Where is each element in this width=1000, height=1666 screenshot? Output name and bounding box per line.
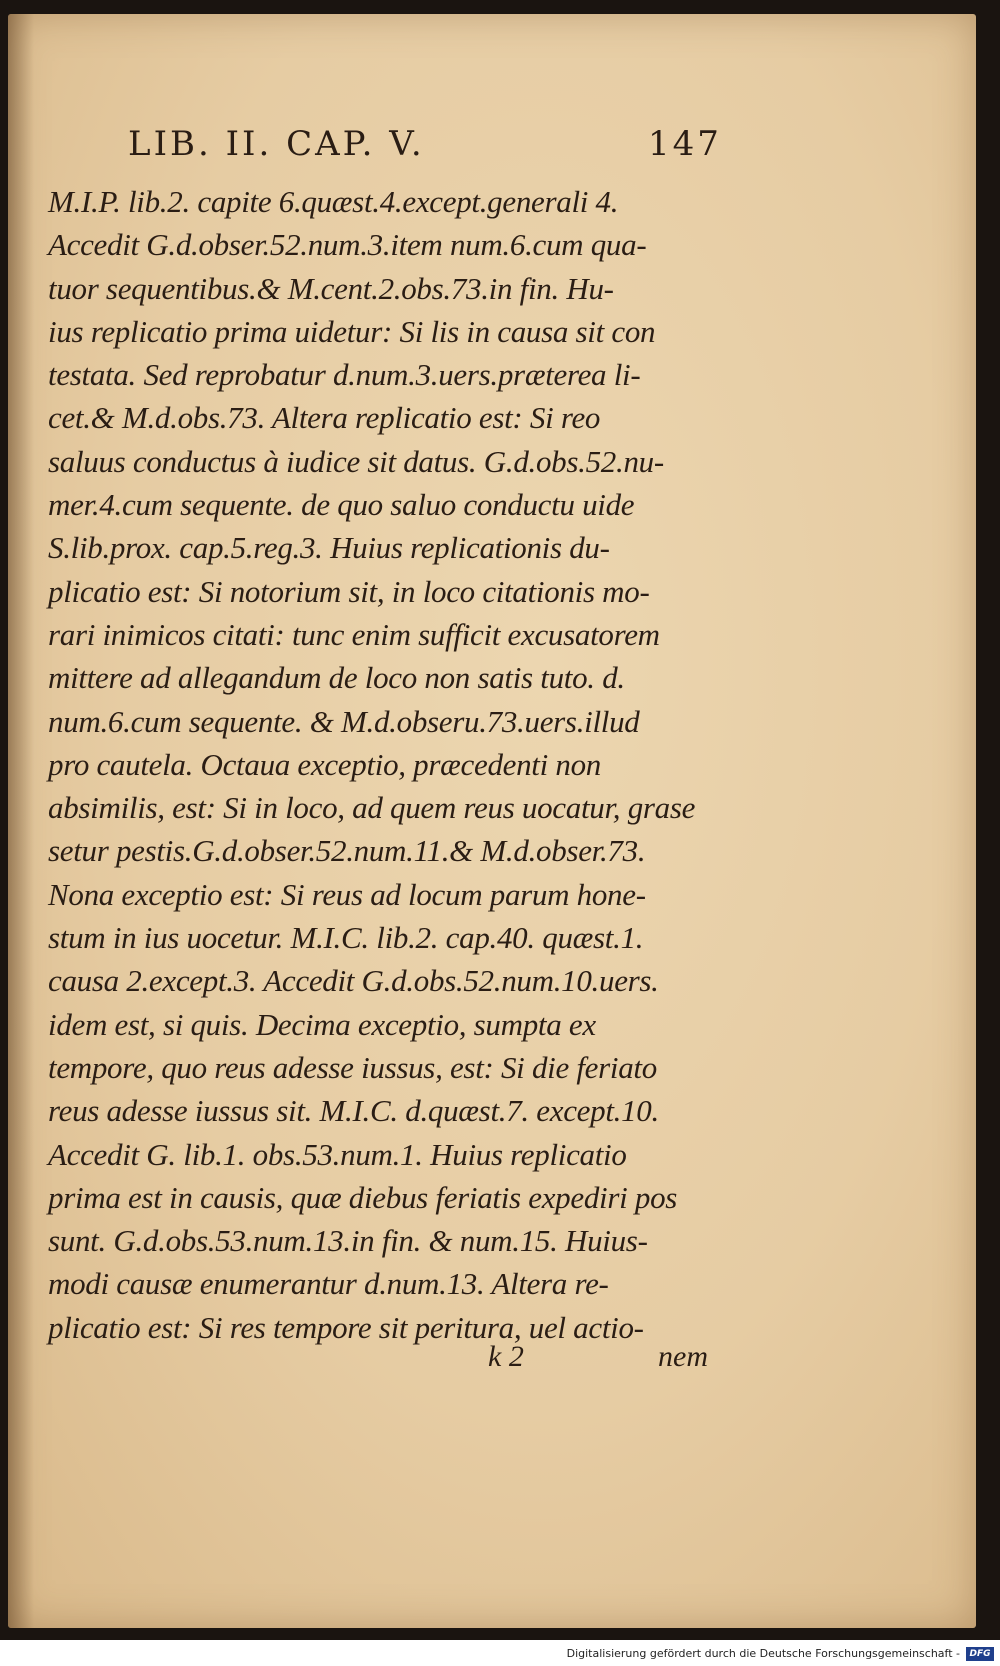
text-line: ius replicatio prima uidetur: Si lis in causa sit con <box>48 313 656 349</box>
text-line: idem est, si quis. Decima exceptio, sumpta ex <box>48 1006 596 1042</box>
text-line: absimilis, est: Si in loco, ad quem reus uocatur, grase <box>48 790 696 826</box>
catchword: nem <box>658 1340 708 1373</box>
text-line: rari inimicos citati: tunc enim sufficit excusatorem <box>48 616 660 652</box>
footer-bar <box>0 1644 1000 1666</box>
book-page <box>8 14 976 1628</box>
text-line: setur pestis.G.d.obser.52.num.11.& M.d.obser.73. <box>48 833 646 869</box>
text-line: pro cautela. Octaua exceptio, præcedenti non <box>48 746 601 782</box>
text-line: Accedit G. lib.1. obs.53.num.1. Huius replicatio <box>48 1136 627 1172</box>
text-line: sunt. G.d.obs.53.num.13.in fin. & num.15. Huius- <box>48 1223 648 1259</box>
text-line: saluus conductus à iudice sit datus. G.d.obs.52.nu- <box>48 443 664 479</box>
running-head <box>128 124 728 174</box>
text-line: reus adesse iussus sit. M.I.C. d.quæst.7. except.10. <box>48 1093 659 1129</box>
text-line: stum in ius uocetur. M.I.C. lib.2. cap.40. quæst.1. <box>48 920 644 956</box>
text-line: testata. Sed reprobatur d.num.3.uers.præterea li- <box>48 357 641 393</box>
page-foot <box>488 1340 728 1380</box>
text-line: plicatio est: Si res tempore sit peritura, uel actio- <box>48 1309 644 1345</box>
text-line: mer.4.cum sequente. de quo saluo conductu uide <box>48 487 635 523</box>
text-line: prima est in causis, quæ diebus feriatis expediri pos <box>48 1179 678 1215</box>
text-line: S.lib.prox. cap.5.reg.3. Huius replicationis du- <box>48 530 610 566</box>
text-line: tuor sequentibus.& M.cent.2.obs.73.in fin. Hu- <box>48 270 614 306</box>
text-line: cet.& M.d.obs.73. Altera replicatio est: Si reo <box>48 400 601 436</box>
page-number: 147 <box>648 124 722 164</box>
text-line: Accedit G.d.obser.52.num.3.item num.6.cum qua- <box>48 227 647 263</box>
funding-credit: Digitalisierung gefördert durch die Deutsche Forschungsgemeinschaft - <box>566 1647 960 1660</box>
text-line: causa 2.except.3. Accedit G.d.obs.52.num.10.uers. <box>48 963 659 999</box>
text-line: tempore, quo reus adesse iussus, est: Si die feriato <box>48 1049 657 1085</box>
text-line: Nona exceptio est: Si reus ad locum parum hone- <box>48 876 646 912</box>
signature-mark: k 2 <box>488 1340 524 1373</box>
text-line: modi causæ enumerantur d.num.13. Altera re- <box>48 1266 609 1302</box>
text-line: mittere ad allegandum de loco non satis tuto. d. <box>48 660 625 696</box>
text-line: M.I.P. lib.2. capite 6.quæst.4.except.generali 4. <box>48 184 619 219</box>
body-text <box>48 180 728 1349</box>
text-line: num.6.cum sequente. & M.d.obseru.73.uers.illud <box>48 703 640 739</box>
dfg-logo-icon: DFG <box>966 1647 994 1661</box>
running-head-title: LIB. II. CAP. V. <box>128 124 425 164</box>
text-line: plicatio est: Si notorium sit, in loco citationis mo- <box>48 573 650 609</box>
spine-shadow <box>8 14 34 1628</box>
